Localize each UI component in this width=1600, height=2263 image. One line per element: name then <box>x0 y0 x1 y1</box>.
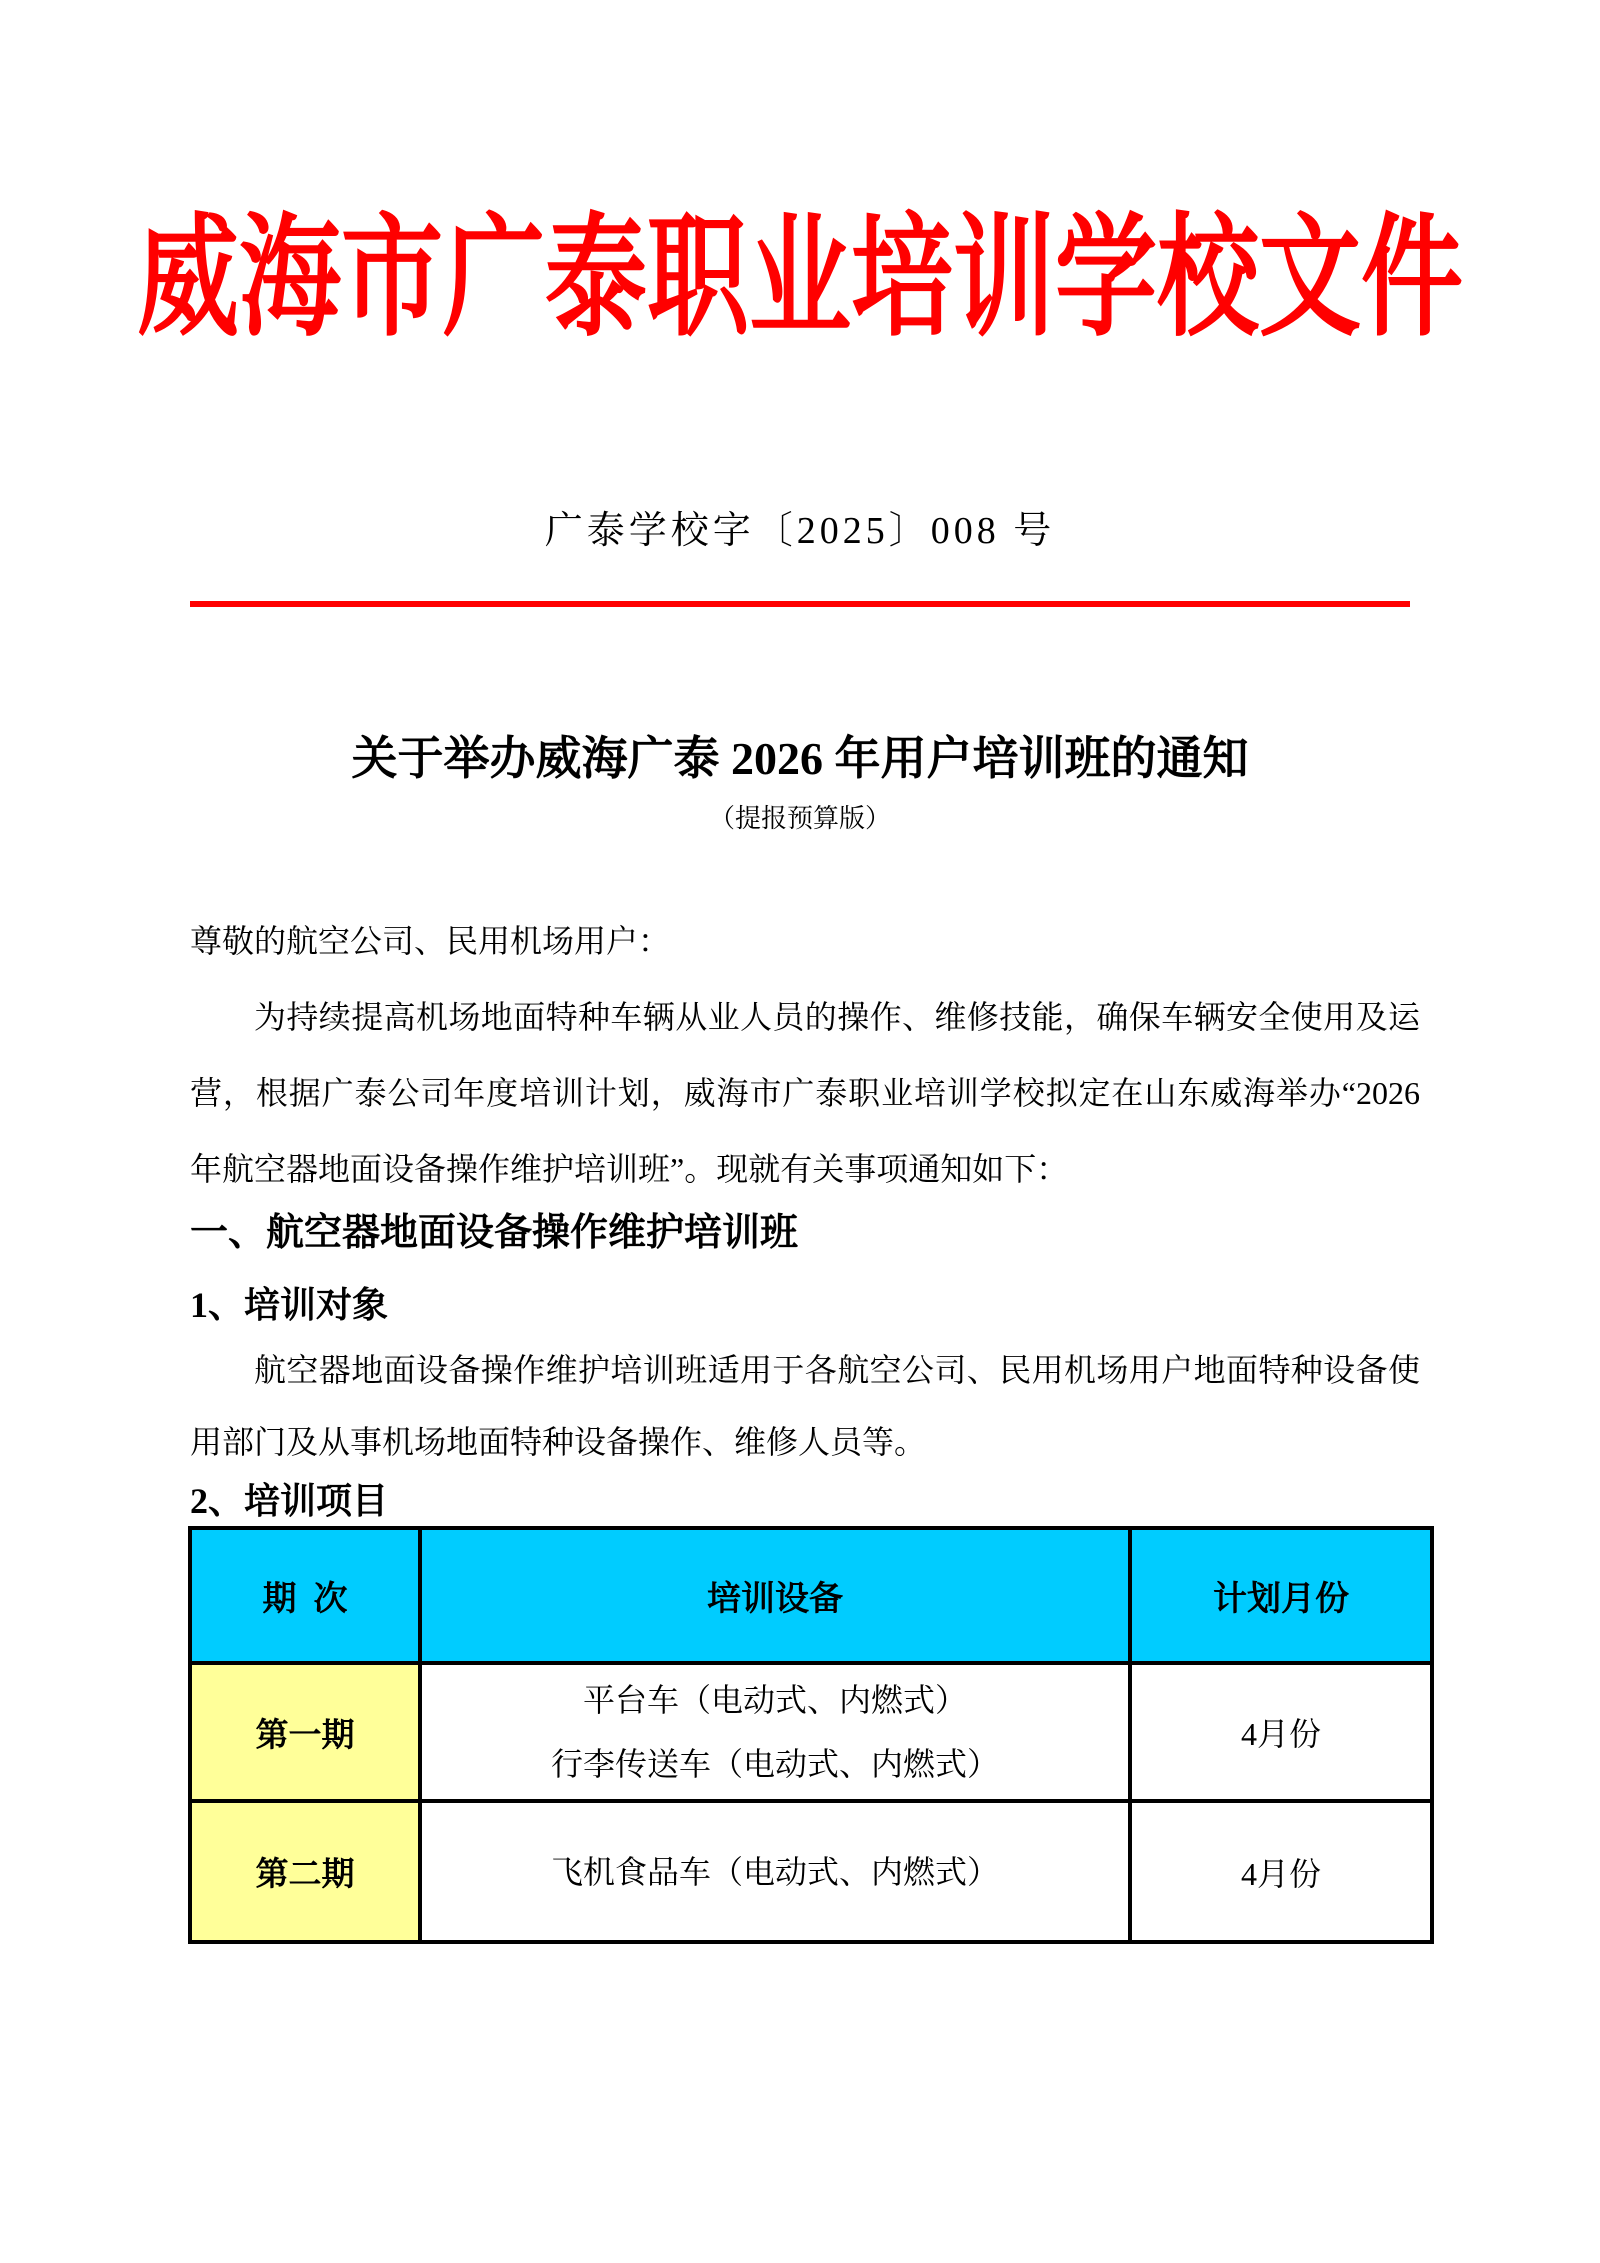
phase-1-month-cell: 4月份 <box>1130 1663 1432 1801</box>
red-divider-rule <box>190 601 1410 607</box>
intro-paragraph: 为持续提高机场地面特种车辆从业人员的操作、维修技能，确保车辆安全使用及运营，根据广泰公司年度培训计划，威海市广泰职业培训学校拟定在山东威海举办“2026年航空器地面设备操作维护培训班”。现就有关事项通知如下： <box>190 999 1420 1187</box>
sub1-paragraph: 航空器地面设备操作维护培训班适用于各航空公司、民用机场用户地面特种设备使用部门及从事机场地面特种设备操作、维修人员等。 <box>190 1352 1420 1460</box>
phase-1-equipment-cell <box>420 1663 1130 1801</box>
sub2-heading: 2、培训项目 <box>190 1481 389 1521</box>
sub1-heading: 1、培训对象 <box>190 1285 389 1325</box>
phase-1-cell: 第一期 <box>190 1663 420 1801</box>
notice-title: 关于举办威海广泰 2026 年用户培训班的通知 <box>351 733 1249 784</box>
notice-subtitle: （提报预算版） <box>708 804 891 833</box>
equipment-line: 行李传送车（电动式、内燃式） <box>550 1746 999 1782</box>
phase-2-cell: 第二期 <box>190 1801 420 1942</box>
phase-2-month-cell: 4月份 <box>1130 1801 1432 1942</box>
header-equipment: 培训设备 <box>420 1528 1130 1663</box>
salutation-line: 尊敬的航空公司、民用机场用户： <box>190 923 671 959</box>
phase-2-equipment-cell <box>420 1801 1130 1942</box>
equipment-line: 平台车（电动式、内燃式） <box>582 1682 967 1718</box>
table-row <box>190 1801 1432 1942</box>
document-number: 广泰学校字〔2025〕008 号 <box>544 510 1056 552</box>
letterhead-title: 威海市广泰职业培训学校文件 <box>137 206 1463 354</box>
table-row <box>190 1663 1432 1801</box>
table-header-row <box>190 1528 1432 1663</box>
section1-heading: 一、航空器地面设备操作维护培训班 <box>190 1212 799 1254</box>
header-month: 计划月份 <box>1130 1528 1432 1663</box>
equipment-line: 飞机食品车（电动式、内燃式） <box>550 1853 999 1890</box>
header-phase: 期 次 <box>190 1528 420 1663</box>
training-table-wrapper <box>188 1526 1430 1944</box>
training-schedule-table <box>188 1526 1434 1944</box>
